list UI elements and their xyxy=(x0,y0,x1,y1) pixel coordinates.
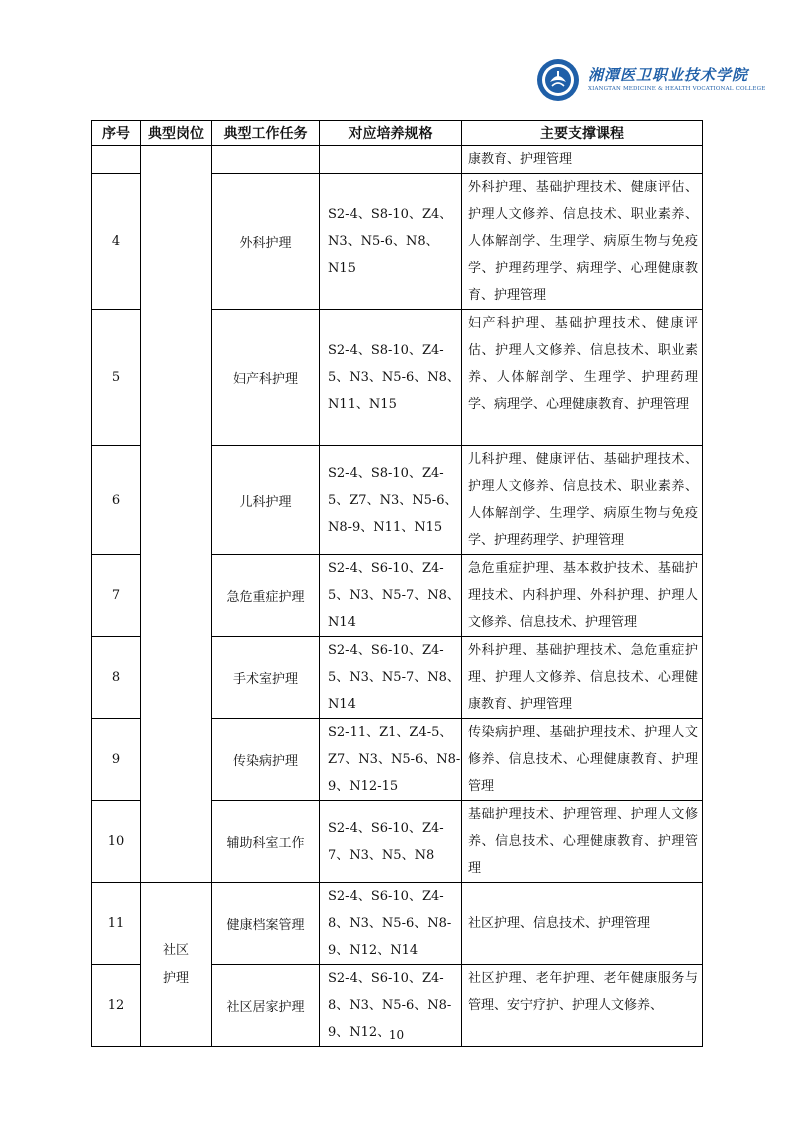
table-row xyxy=(92,883,703,965)
header-course: 主要支撑课程 xyxy=(462,121,703,146)
course-cell: 妇产科护理、基础护理技术、健康评估、护理人文修养、信息技术、职业素养、人体解剖学、生理学、护理药理学、病理学、心理健康教育、护理管理 xyxy=(462,310,703,446)
row-number: 10 xyxy=(92,801,141,883)
table-header-row xyxy=(92,121,703,146)
task-cell: 儿科护理 xyxy=(212,446,320,555)
page-number: 10 xyxy=(388,1028,405,1042)
row-number: 12 xyxy=(92,965,141,1047)
course-cell: 儿科护理、健康评估、基础护理技术、护理人文修养、信息技术、职业素养、人体解剖学、生理学、病原生物与免疫学、护理药理学、护理管理 xyxy=(462,446,703,555)
header-seq: 序号 xyxy=(92,121,141,146)
course-cell: 康教育、护理管理 xyxy=(462,146,703,174)
course-cell: 社区护理、老年护理、老年健康服务与管理、安宁疗护、护理人文修养、 xyxy=(462,965,703,1047)
task-cell: 外科护理 xyxy=(212,174,320,310)
spec-cell: S2-4、S6-10、Z4-8、N3、N5-6、N8-9、N12、N14 xyxy=(320,883,462,965)
college-logo xyxy=(536,58,766,102)
task-cell: 社区居家护理 xyxy=(212,965,320,1047)
post-cell-hospital xyxy=(141,146,212,883)
post-label-line1: 社区 xyxy=(162,942,189,958)
course-cell: 急危重症护理、基本救护技术、基础护理技术、内科护理、外科护理、护理人文修养、信息技术、护理管理 xyxy=(462,555,703,637)
row-number: 5 xyxy=(92,310,141,446)
task-cell: 手术室护理 xyxy=(212,637,320,719)
college-name-en: XIANGTAN MEDICINE & HEALTH VOCATIONAL COLLEGE xyxy=(588,86,766,92)
curriculum-table xyxy=(91,120,703,1047)
task-cell: 健康档案管理 xyxy=(212,883,320,965)
spec-cell: S2-4、S8-10、Z4-5、Z7、N3、N5-6、N8-9、N11、N15 xyxy=(320,446,462,555)
row-number: 4 xyxy=(92,174,141,310)
row-number: 11 xyxy=(92,883,141,965)
spec-cell: S2-4、S6-10、Z4-8、N3、N5-6、N8-9、N12、 xyxy=(320,965,462,1047)
spec-cell: S2-11、Z1、Z4-5、Z7、N3、N5-6、N8-9、N12-15 xyxy=(320,719,462,801)
row-number: 9 xyxy=(92,719,141,801)
task-cell: 辅助科室工作 xyxy=(212,801,320,883)
spec-cell: S2-4、S8-10、Z4-5、N3、N5-6、N8、N11、N15 xyxy=(320,310,462,446)
course-cell: 基础护理技术、护理管理、护理人文修养、信息技术、心理健康教育、护理管理 xyxy=(462,801,703,883)
spec-cell: S2-4、S6-10、Z4-5、N3、N5-7、N8、N14 xyxy=(320,555,462,637)
row-number: 7 xyxy=(92,555,141,637)
table-row xyxy=(92,146,703,174)
task-cell: 传染病护理 xyxy=(212,719,320,801)
post-label-line2: 护理 xyxy=(162,970,189,986)
row-number: 8 xyxy=(92,637,141,719)
task-cell: 妇产科护理 xyxy=(212,310,320,446)
course-cell: 传染病护理、基础护理技术、护理人文修养、信息技术、心理健康教育、护理管理 xyxy=(462,719,703,801)
row-number: 6 xyxy=(92,446,141,555)
college-emblem-icon xyxy=(536,58,580,102)
task-cell: 急危重症护理 xyxy=(212,555,320,637)
header-task: 典型工作任务 xyxy=(212,121,320,146)
header-post: 典型岗位 xyxy=(141,121,212,146)
post-cell-community xyxy=(141,883,212,1047)
spec-cell: S2-4、S6-10、Z4-7、N3、N5、N8 xyxy=(320,801,462,883)
course-cell: 社区护理、信息技术、护理管理 xyxy=(462,883,703,965)
course-cell: 外科护理、基础护理技术、健康评估、护理人文修养、信息技术、职业素养、人体解剖学、生理学、病原生物与免疫学、护理药理学、病理学、心理健康教育、护理管理 xyxy=(462,174,703,310)
course-cell: 外科护理、基础护理技术、急危重症护理、护理人文修养、信息技术、心理健康教育、护理管理 xyxy=(462,637,703,719)
spec-cell: S2-4、S8-10、Z4、N3、N5-6、N8、N15 xyxy=(320,174,462,310)
spec-cell: S2-4、S6-10、Z4-5、N3、N5-7、N8、N14 xyxy=(320,637,462,719)
header-spec: 对应培养规格 xyxy=(320,121,462,146)
college-name: 湘潭医卫职业技术学院 xyxy=(588,66,749,84)
